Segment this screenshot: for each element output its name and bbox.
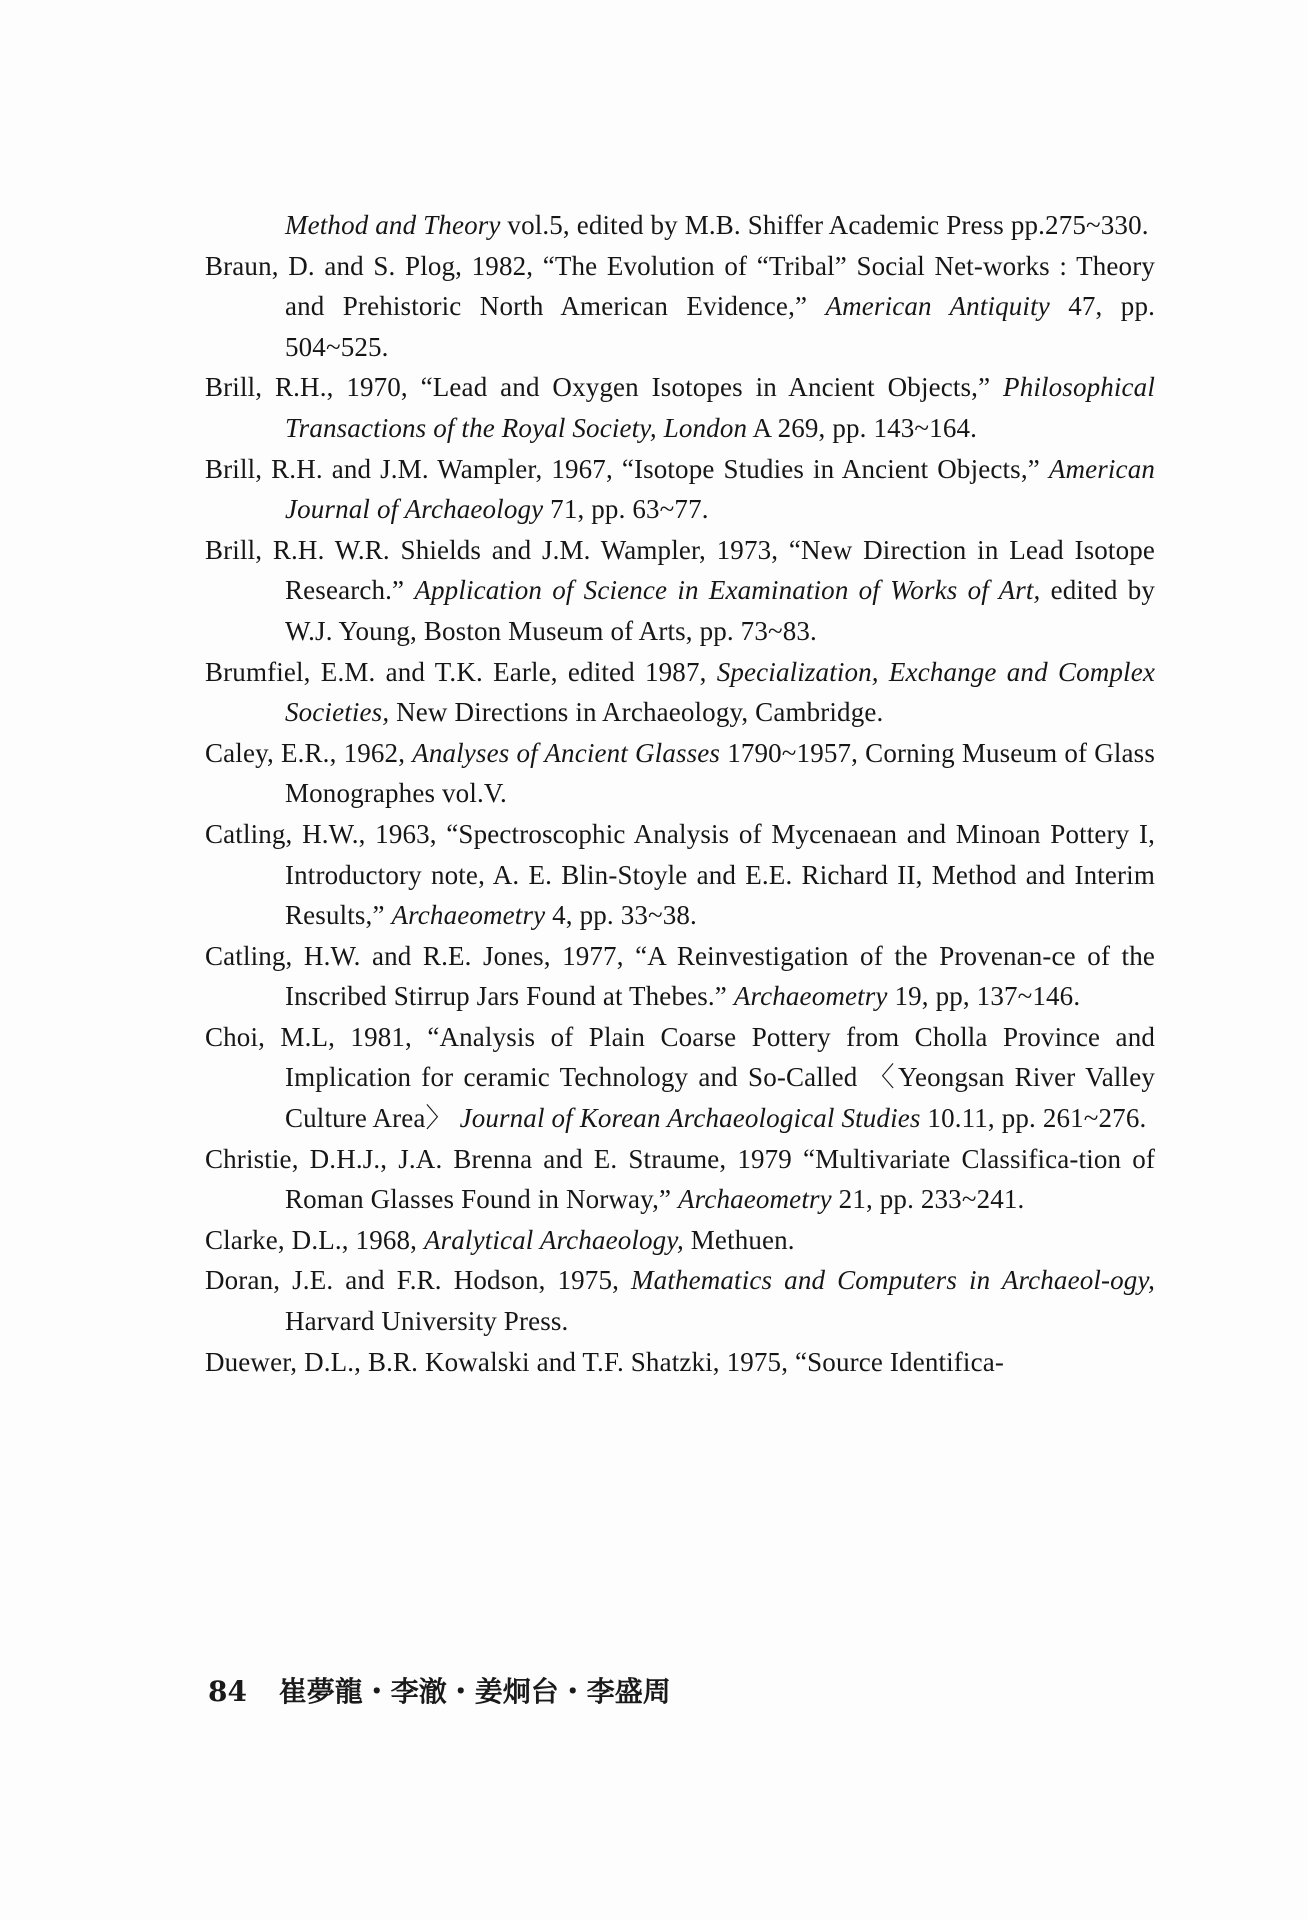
reference-text: Duewer, D.L., B.R. Kowalski and T.F. Shatzki, 1975, “Source Identifica- (205, 1346, 1004, 1377)
reference-entry (205, 1139, 1155, 1220)
reference-entry (205, 733, 1155, 814)
reference-entry (205, 652, 1155, 733)
reference-text: Choi, M.L, 1981, “Analysis of Plain Coarse Pottery from Cholla Province and Implication for ceramic Technology and So-Called 〈Yeongsan River Valley Culture Area〉 (205, 1021, 1155, 1134)
reference-title: Specialization, Exchange and Complex Societies, (285, 656, 1155, 728)
reference-title: American Journal of Archaeology (285, 453, 1155, 525)
reference-text: Braun, D. and S. Plog, 1982, “The Evolution of “Tribal” Social Net-works : Theory and Prehistoric North American Evidence,” (205, 250, 1155, 322)
reference-text: Brill, R.H. and J.M. Wampler, 1967, “Isotope Studies in Ancient Objects,” (205, 453, 1049, 484)
reference-title: American Antiquity (825, 291, 1050, 322)
reference-entry (205, 367, 1155, 448)
reference-title: Archaeometry (678, 1184, 832, 1215)
reference-entry (205, 449, 1155, 530)
reference-entry (205, 814, 1155, 936)
reference-text: A 269, pp. 143~164. (747, 412, 978, 443)
reference-list (205, 205, 1155, 1382)
reference-title: Method and Theory (285, 210, 501, 240)
reference-text: Christie, D.H.J., J.A. Brenna and E. Straume, 1979 “Multivariate Classifica-tion of Roman Glasses Found in Norway,” (205, 1143, 1155, 1215)
reference-text: 19, pp, 137~146. (887, 981, 1081, 1012)
reference-text: Doran, J.E. and F.R. Hodson, 1975, (205, 1265, 632, 1296)
reference-entry (205, 1220, 1155, 1261)
reference-text: Caley, E.R., 1962, (205, 737, 413, 768)
reference-text: 4, pp. 33~38. (545, 900, 697, 931)
page-footer (208, 1670, 671, 1710)
reference-text: 21, pp. 233~241. (831, 1184, 1025, 1215)
reference-text: Brill, R.H., 1970, “Lead and Oxygen Isotopes in Ancient Objects,” (205, 372, 1004, 403)
reference-entry (205, 205, 1155, 246)
reference-entry (205, 936, 1155, 1017)
reference-text: edited by W.J. Young, Boston Museum of Arts, pp. 73~83. (285, 575, 1155, 646)
reference-text: 1790~1957, Corning Museum of Glass Monographes vol.V. (285, 737, 1155, 809)
reference-text: Catling, H.W., 1963, “Spectroscophic Analysis of Mycenaean and Minoan Pottery I, Introductory note, A. E. Blin-Stoyle and E.E. Richard II, Method and Interim Results,” (205, 818, 1155, 931)
page-number: 84 (208, 1675, 247, 1708)
reference-entry (205, 1342, 1155, 1383)
reference-entry (205, 246, 1155, 368)
reference-title: Journal of Korean Archaeological Studies (459, 1103, 921, 1134)
reference-text: 10.11, pp. 261~276. (920, 1103, 1147, 1134)
reference-title: Mathematics and Computers in Archaeol-ogy, (631, 1265, 1155, 1296)
reference-text: Brumfiel, E.M. and T.K. Earle, edited 1987, (205, 656, 717, 687)
reference-entry (205, 1017, 1155, 1139)
reference-text: 47, pp. 504~525. (285, 291, 1156, 362)
reference-title: Aralytical Archaeology, (423, 1224, 684, 1255)
reference-text: Harvard University Press. (285, 1306, 569, 1337)
reference-text: Clarke, D.L., 1968, (205, 1224, 424, 1255)
reference-title: Philosophical Transactions of the Royal Society, London (285, 372, 1155, 443)
reference-text: Catling, H.W. and R.E. Jones, 1977, “A Reinvestigation of the Provenan-ce of the Inscribed Stirrup Jars Found at Thebes.” (205, 940, 1155, 1012)
reference-text: Methuen. (683, 1224, 795, 1255)
reference-entry (205, 1260, 1155, 1341)
reference-entry (205, 530, 1155, 652)
reference-title: Application of Science in Examination of Works of Art, (414, 575, 1041, 606)
reference-text: 71, pp. 63~77. (543, 494, 709, 525)
reference-title: Archaeometry (391, 900, 546, 931)
reference-text: New Directions in Archaeology, Cambridge. (389, 697, 884, 728)
reference-text: Brill, R.H. W.R. Shields and J.M. Wampler, 1973, “New Direction in Lead Isotope Research.” (205, 534, 1155, 606)
reference-text: vol.5, edited by M.B. Shiffer Academic Press pp.275~330. (500, 210, 1149, 240)
footer-authors: 崔夢龍・李澈・姜炯台・李盛周 (278, 1675, 671, 1708)
reference-title: Archaeometry (733, 981, 888, 1012)
reference-title: Analyses of Ancient Glasses (412, 737, 721, 768)
